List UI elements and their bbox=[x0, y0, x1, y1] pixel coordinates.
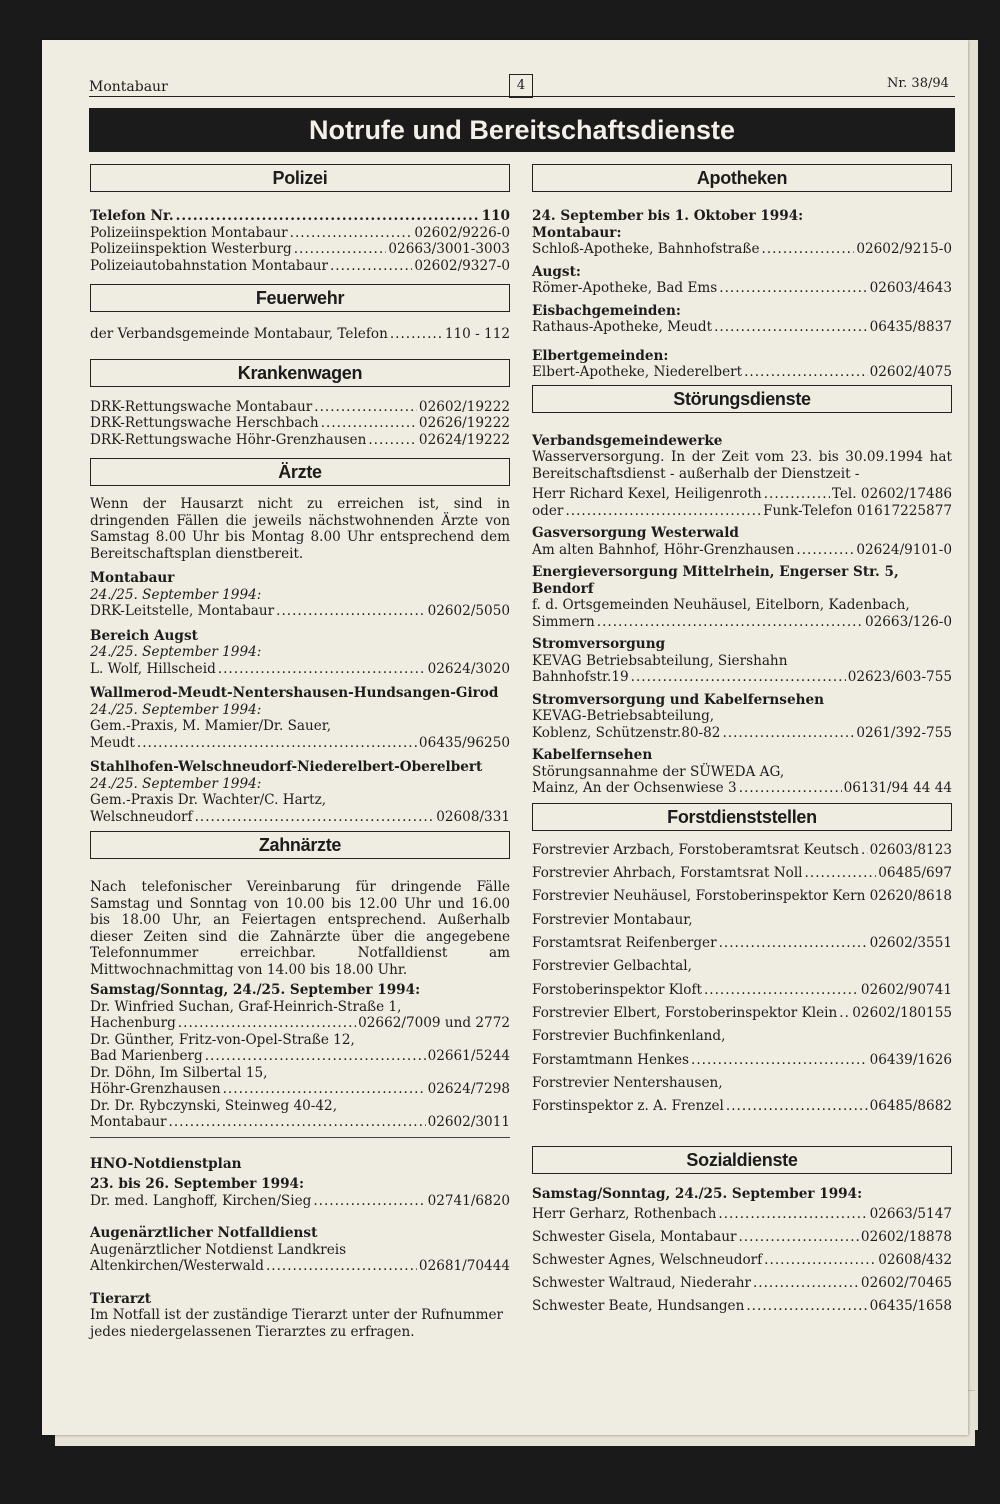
section-heading-zahnaerzte: Zahnärzte bbox=[90, 831, 510, 859]
strom-heading: Stromversorgung bbox=[532, 636, 666, 652]
augen-heading: Augenärztlicher Notfalldienst bbox=[90, 1225, 318, 1241]
entry-pre: Gem.-Praxis Dr. Wachter/C. Hartz, bbox=[90, 792, 327, 808]
entry-line: DRK-Rettungswache Höhr-Grenzhausen ..... 02624/19222 bbox=[90, 432, 510, 449]
entry-pre: Dr. Günther, Fritz-von-Opel-Straße 12, bbox=[90, 1031, 355, 1048]
section-heading-polizei: Polizei bbox=[90, 164, 510, 192]
entry-line: Altenkirchen/Westerwald ..... 02681/70444 bbox=[90, 1258, 510, 1275]
forst-row: Forstrevier Gelbachtal, bbox=[532, 958, 692, 975]
region-heading: Wallmerod-Meudt-Nentershausen-Hundsangen-Girod bbox=[90, 685, 499, 701]
entry-line: DRK-Rettungswache Herschbach ..... 02626/19222 bbox=[90, 415, 510, 432]
forst-row: Forstrevier Elbert, Forstoberinspektor Klein ..... 02602/180155 bbox=[532, 1002, 952, 1025]
entry-line: Am alten Bahnhof, Höhr-Grenzhausen ..... 02624/9101-0 bbox=[532, 542, 952, 559]
date-line: 24./25. September 1994: bbox=[90, 644, 262, 660]
section-heading-aerzte: Ärzte bbox=[90, 458, 510, 486]
hno-heading: HNO-Notdienstplan bbox=[90, 1155, 242, 1172]
date-line: 24./25. September 1994: bbox=[90, 775, 262, 792]
date-heading: Samstag/Sonntag, 24./25. September 1994: bbox=[532, 1186, 863, 1203]
section-heading-feuerwehr: Feuerwehr bbox=[90, 284, 510, 312]
entry-line: Rathaus-Apotheke, Meudt ..... 06435/8837 bbox=[532, 319, 952, 336]
entry-line: Polizeiinspektion Montabaur ..... 02602/9226-0 bbox=[90, 225, 510, 242]
date-heading: Samstag/Sonntag, 24./25. September 1994: bbox=[90, 982, 421, 998]
forst-row: Forstrevier Neuhäusel, Forstoberinspektor Kern 02620/8618 bbox=[532, 888, 952, 905]
forst-row: Forstamtsrat Reifenberger ..... 02602/3551 bbox=[532, 932, 952, 955]
forst-row: Forstrevier Buchfinkenland, bbox=[532, 1028, 726, 1045]
forst-row: Forstamtmann Henkes ..... 06439/1626 bbox=[532, 1048, 952, 1071]
sozial-row: Schwester Agnes, Welschneudorf ..... 02608/432 bbox=[532, 1249, 952, 1272]
sozial-row: Herr Gerharz, Rothenbach ..... 02663/5147 bbox=[532, 1203, 952, 1226]
sozial-row: Schwester Gisela, Montabaur ..... 02602/18878 bbox=[532, 1226, 952, 1249]
header-page-number: 4 bbox=[509, 74, 533, 98]
entry-pre: Dr. Winfried Suchan, Graf-Heinrich-Straße 1, bbox=[90, 998, 402, 1015]
entry-line: Welschneudorf ..... 02608/331 bbox=[90, 809, 510, 826]
forst-row: Forstrevier Ahrbach, Forstamtsrat Noll ..... 06485/697 bbox=[532, 862, 952, 885]
forst-list bbox=[532, 839, 952, 1119]
entry-pre: Gem.-Praxis, M. Mamier/Dr. Sauer, bbox=[90, 718, 332, 734]
entry-line: Koblenz, Schützenstr.80-82 ..... 0261/392-755 bbox=[532, 725, 952, 742]
right-column bbox=[532, 164, 952, 1318]
entry-line: Mainz, An der Ochsenwiese 3 ..... 06131/94 44 44 bbox=[532, 780, 952, 797]
entry-line: Polizeiautobahnstation Montabaur ..... 02602/9327-0 bbox=[90, 258, 510, 275]
entry-line: Montabaur ..... 02602/3011 bbox=[90, 1114, 510, 1131]
forst-row: Forstrevier Montabaur, bbox=[532, 911, 693, 928]
page-title-banner: Notrufe und Bereitschaftsdienste bbox=[89, 108, 955, 152]
entry-line: Elbert-Apotheke, Niederelbert ..... 02602/4075 bbox=[532, 364, 952, 381]
tierarzt-heading: Tierarzt bbox=[90, 1290, 152, 1307]
entry-line: Bahnhofstr.19 ..... 02623/603-755 bbox=[532, 669, 952, 686]
section-heading-sozialdienste: Sozialdienste bbox=[532, 1146, 952, 1174]
forst-row: Forstinspektor z. A. Frenzel ..... 06485/8682 bbox=[532, 1095, 952, 1118]
sozial-row: Schwester Beate, Hundsangen ..... 06435/1658 bbox=[532, 1295, 952, 1318]
header-rule bbox=[89, 96, 955, 97]
entry-line: Dr. med. Langhoff, Kirchen/Sieg ..... 02741/6820 bbox=[90, 1193, 510, 1210]
place-heading: Augst: bbox=[532, 263, 581, 280]
entry-line: Meudt ..... 06435/96250 bbox=[90, 735, 510, 752]
sozial-row: Schwester Waltraud, Niederahr ..... 02602/70465 bbox=[532, 1272, 952, 1295]
divider-rule bbox=[90, 1137, 510, 1138]
aerzte-intro: Wenn der Hausarzt nicht zu erreichen ist, sind in dringenden Fällen die jeweils nächstwohnenden Ärzte von Samstag 8.00 Uhr bis Montag 8.00 Uhr entsprechend dem Bereitschaftsplan dienstbereit. bbox=[90, 496, 510, 562]
place-heading: Elbertgemeinden: bbox=[532, 347, 669, 364]
tierarzt-text: Im Notfall ist der zuständige Tierarzt unter der Rufnummer jedes niedergelassenen Tierarztes zu erfragen. bbox=[90, 1307, 504, 1340]
section-heading-forstdienststellen: Forstdienststellen bbox=[532, 803, 952, 831]
zahnaerzte-intro: Nach telefonischer Vereinbarung für dringende Fälle Samstag und Sonntag von 10.00 bis 12.00 Uhr und 16.00 bis 18.00 Uhr, an Feiertagen entsprechend. Außerhalb dieser Zeiten sind die Zahnärzte über die angegebene Telefonnummer erreichbar. Notfalldienst am Mittwochnachmittag von 14.00 bis 18.00 Uhr. bbox=[90, 879, 510, 978]
header-issue: Nr. 38/94 bbox=[887, 76, 949, 91]
entry-pre: KEVAG-Betriebsabteilung, bbox=[532, 708, 715, 724]
energie-heading: Energieversorgung Mittelrhein, Engerser Str. 5, Bendorf bbox=[532, 564, 899, 597]
entry-pre: Augenärztlicher Notdienst Landkreis bbox=[90, 1241, 347, 1258]
stromkabel-heading: Stromversorgung und Kabelfernsehen bbox=[532, 691, 825, 708]
entry-line: Bad Marienberg ..... 02661/5244 bbox=[90, 1048, 510, 1065]
entry-line: Höhr-Grenzhausen ..... 02624/7298 bbox=[90, 1081, 510, 1098]
entry-line: L. Wolf, Hillscheid ..... 02624/3020 bbox=[90, 661, 510, 678]
entry-pre: Störungsannahme der SÜWEDA AG, bbox=[532, 763, 785, 780]
section-heading-stoerungsdienste: Störungsdienste bbox=[532, 385, 952, 413]
entry-pre: KEVAG Betriebsabteilung, Siershahn bbox=[532, 652, 788, 669]
place-heading: Eisbachgemeinden: bbox=[532, 302, 681, 319]
newspaper-page bbox=[42, 40, 968, 1435]
left-column bbox=[90, 164, 510, 1340]
forst-row: Forstrevier Arzbach, Forstoberamtsrat Keutsch ..... 02603/8123 bbox=[532, 839, 952, 862]
gas-heading: Gasversorgung Westerwald bbox=[532, 525, 739, 541]
section-heading-apotheken: Apotheken bbox=[532, 164, 952, 192]
entry-line: DRK-Leitstelle, Montabaur ..... 02602/5050 bbox=[90, 603, 510, 620]
region-heading: Montabaur bbox=[90, 570, 175, 586]
forst-row: Forstrevier Nentershausen, bbox=[532, 1074, 723, 1091]
entry-pre: f. d. Ortsgemeinden Neuhäusel, Eitelborn, Kadenbach, bbox=[532, 597, 910, 613]
vgw-heading: Verbandsgemeindewerke bbox=[532, 432, 723, 449]
entry-pre: Dr. Dr. Rybczynski, Steinweg 40-42, bbox=[90, 1097, 338, 1114]
entry-line: DRK-Rettungswache Montabaur ..... 02602/19222 bbox=[90, 399, 510, 416]
kabel-heading: Kabelfernsehen bbox=[532, 747, 653, 763]
date-line: 24./25. September 1994: bbox=[90, 586, 262, 603]
place-heading: Montabaur: bbox=[532, 224, 622, 241]
date-heading: 23. bis 26. September 1994: bbox=[90, 1176, 305, 1192]
entry-line: Telefon Nr. ..... 110 bbox=[90, 208, 510, 225]
entry-line: der Verbandsgemeinde Montabaur, Telefon ..... 110 - 112 bbox=[90, 326, 510, 343]
region-heading: Stahlhofen-Welschneudorf-Niederelbert-Oberelbert bbox=[90, 759, 483, 775]
entry-line: Römer-Apotheke, Bad Ems ..... 02603/4643 bbox=[532, 280, 952, 297]
entry-line: Hachenburg ..... 02662/7009 und 2772 bbox=[90, 1015, 510, 1032]
entry-pre: Dr. Döhn, Im Silbertal 15, bbox=[90, 1064, 268, 1081]
header-town: Montabaur bbox=[89, 79, 168, 95]
entry-line: Simmern ..... 02663/126-0 bbox=[532, 614, 952, 631]
vgw-text: Wasserversorgung. In der Zeit vom 23. bis 30.09.1994 hat Bereitschaftsdienst - außerhalb der Dienstzeit - bbox=[532, 449, 952, 482]
entry-line: Herr Richard Kexel, Heiligenroth ..... Tel. 02602/17486 bbox=[532, 486, 952, 503]
sozial-list bbox=[532, 1203, 952, 1318]
section-heading-krankenwagen: Krankenwagen bbox=[90, 359, 510, 387]
entry-line: Schloß-Apotheke, Bahnhofstraße ..... 02602/9215-0 bbox=[532, 241, 952, 258]
date-line: 24./25. September 1994: bbox=[90, 701, 262, 718]
entry-line: oder ..... Funk-Telefon 01617225877 bbox=[532, 503, 952, 520]
entry-line: Polizeiinspektion Westerburg ..... 02663/3001-3003 bbox=[90, 241, 510, 258]
forst-row: Forstoberinspektor Kloft ..... 02602/90741 bbox=[532, 978, 952, 1001]
date-heading: 24. September bis 1. Oktober 1994: bbox=[532, 208, 804, 224]
region-heading: Bereich Augst bbox=[90, 627, 198, 644]
